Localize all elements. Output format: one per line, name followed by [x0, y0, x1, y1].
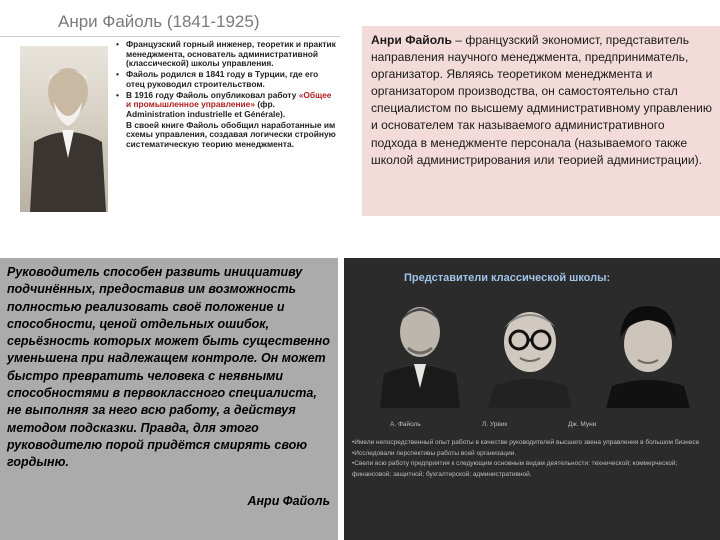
definition-text: [371, 32, 713, 169]
bullet-3: [116, 91, 336, 120]
title-divider: [0, 36, 340, 37]
bullet-3-start: В 1916 году Файоль опубликовал работу: [126, 89, 299, 100]
fayol-intro-slide: [0, 0, 340, 252]
summary-paragraph: В своей книге Файоль обобщил наработанные им схемы управления, создавая логически стройную систематическую теорию менеджмента.: [126, 119, 336, 150]
classical-school-heading: Представители классической школы:: [404, 272, 611, 284]
fayol-definition-box: [362, 26, 720, 216]
definition-name: Анри Файоль: [371, 33, 452, 47]
biography-bullets: [116, 40, 336, 151]
quote-author: Анри Файоль: [247, 494, 330, 508]
portrait-label-mooney: Дж. Муни: [568, 421, 597, 428]
portrait-mooney: [602, 288, 694, 408]
note-line-1: •Имели непосредственный опыт работы в качестве руководителей высшего звена управления в большом бизнесе: [352, 439, 700, 446]
portrait-label-fayol: А. Файоль: [390, 421, 421, 428]
book-title: «Общее и промышленное управление»: [126, 89, 332, 110]
quote-text: Руководитель способен развить инициативу подчинённых, предоставив им возможность полностью реализовать своё положение и способности, ценой отдельных ошибок, серьёзность которых может быть существенно уменьшена при надлежащем контроле. Он может быстро превратить человека с неявными способностями в первоклассного специалиста, не выполняя за него всю работу, а действуя методом подсказки. Правда, для этого руководителю порой придётся смирять свою гордыню.: [7, 265, 330, 470]
bullet-3-end: (фр. Administration industrielle et Générale).: [126, 99, 286, 119]
classical-school-slide: [344, 258, 720, 540]
classical-school-notes: [352, 438, 714, 480]
note-line-2: •Исследовали перспективы работы всей организации.: [352, 449, 517, 457]
bullet-1: • Французский горный инженер, теоретик и практик менеджмента, основатель административной (классической) школы управления.: [116, 40, 336, 69]
slide-title: Анри Файоль (1841-1925): [58, 12, 260, 31]
fayol-quote-box: [0, 258, 338, 540]
definition-body: – французский экономист, представитель направления научного менеджмента, предприниматель, организатор. Являясь теоретиком менеджмента и организатором производства, он самостоятельно стал специалистом по высшему административному управлению и основателем так называемого административного подхода в менеджменте персонала (называемого также школой администрирования или теорией администрации).: [371, 33, 712, 167]
portrait-label-urwick: Л. Урвик: [482, 421, 508, 428]
portrait-urwick: [484, 288, 576, 408]
portrait-fayol: [374, 288, 466, 408]
fayol-photo: [20, 46, 108, 212]
note-line-3: •Свели всю работу предприятия к следующим основным видам деятельности: технической; коммерческой; финансовой; защитной; бухгалтерской; административной.: [352, 460, 678, 478]
bullet-2: • Файоль родился в 1841 году в Турции, где его отец руководил строительством.: [116, 70, 336, 89]
